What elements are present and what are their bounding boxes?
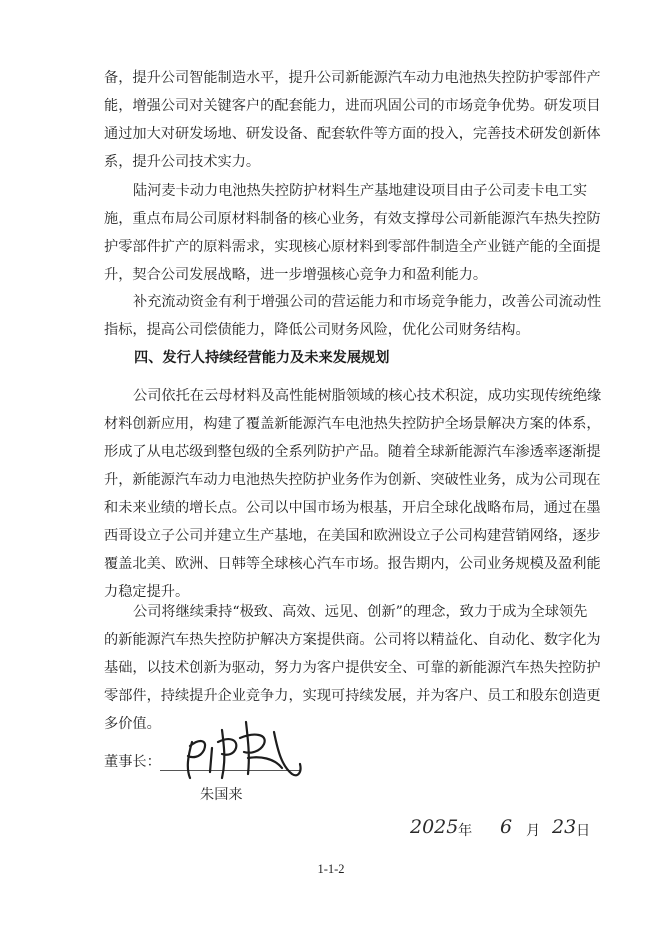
paragraph-luhe-project [104, 177, 601, 289]
text-line: 通过加大对研发场地、研发设备、配套软件等方面的投入，完善技术研发创新体 [104, 126, 601, 142]
text-line: 材料创新应用，构建了覆盖新能源汽车电池热失控防护全场景解决方案的体系， [104, 416, 601, 432]
paragraph-business-capability [104, 382, 602, 606]
text-line: 陆河麦卡动力电池热失控防护材料生产基地建设项目由子公司麦卡电工实 [133, 183, 588, 199]
date-year: 2025 [410, 816, 459, 838]
chairman-name: 朱国来 [200, 787, 243, 803]
chairman-label: 董事长： [104, 754, 161, 770]
paragraph-project-continuation [104, 64, 601, 176]
text-line: 补充流动资金有利于增强公司的营运能力和市场竞争能力，改善公司流动性 [133, 294, 602, 310]
text-line: 多价值。 [104, 716, 161, 732]
text-line: 公司将继续秉持“极致、高效、远见、创新”的理念，致力于成为全球领先 [133, 604, 588, 620]
text-line: 覆盖北美、欧洲、日韩等全球核心汽车市场。报告期内，公司业务规模及盈利能 [104, 556, 601, 572]
text-line: 备，提升公司智能制造水平，提升公司新能源汽车动力电池热失控防护零部件产 [104, 70, 601, 86]
date-year-unit: 年 [458, 823, 473, 839]
date-month: 6 [500, 816, 513, 838]
text-line: 和未来业绩的增长点。公司以中国市场为根基，开启全球化战略布局，通过在墨 [104, 500, 601, 516]
text-line: 力稳定提升。 [104, 584, 190, 600]
text-line: 系，提升公司技术实力。 [104, 154, 261, 170]
text-line: 基础，以技术创新为驱动，努力为客户提供安全、可靠的新能源汽车热失控防护 [104, 660, 601, 676]
date-day: 23 [552, 816, 577, 838]
page-number: 1-1-2 [317, 862, 345, 876]
date-month-unit: 月 [526, 823, 541, 839]
text-line: 升，契合公司发展战略，进一步增强核心竞争力和盈利能力。 [104, 267, 488, 283]
paragraph-future-plan [104, 598, 601, 738]
text-line: 指标，提高公司偿债能力，降低公司财务风险，优化公司财务结构。 [104, 322, 530, 338]
text-line: 施，重点布局公司原材料制备的核心业务，有效支撑母公司新能源汽车热失控防 [104, 211, 601, 227]
handwritten-signature [178, 712, 308, 792]
text-line: 的新能源汽车热失控防护解决方案提供商。公司将以精益化、自动化、数字化为 [104, 632, 601, 648]
text-line: 升，新能源汽车动力电池热失控防护业务作为创新、突破性业务，成为公司现在 [104, 472, 601, 488]
text-line: 护零部件扩产的原料需求，实现核心原材料到零部件制造全产业链产能的全面提 [104, 239, 601, 255]
section-heading: 四、发行人持续经营能力及未来发展规划 [134, 350, 390, 366]
text-line: 形成了从电芯级到整包级的全系列防护产品。随着全球新能源汽车渗透率逐渐提 [104, 444, 601, 460]
text-line: 公司依托在云母材料及高性能树脂领域的核心技术积淀，成功实现传统绝缘 [133, 388, 602, 404]
text-line: 西哥设立子公司并建立生产基地，在美国和欧洲设立子公司构建营销网络，逐步 [104, 528, 601, 544]
paragraph-working-capital [104, 288, 602, 344]
date-day-unit: 日 [576, 823, 591, 839]
text-line: 能，增强公司对关键客户的配套能力，进而巩固公司的市场竞争优势。研发项目 [104, 98, 601, 114]
text-line: 零部件，持续提升企业竞争力，实现可持续发展，并为客户、员工和股东创造更 [104, 688, 601, 704]
